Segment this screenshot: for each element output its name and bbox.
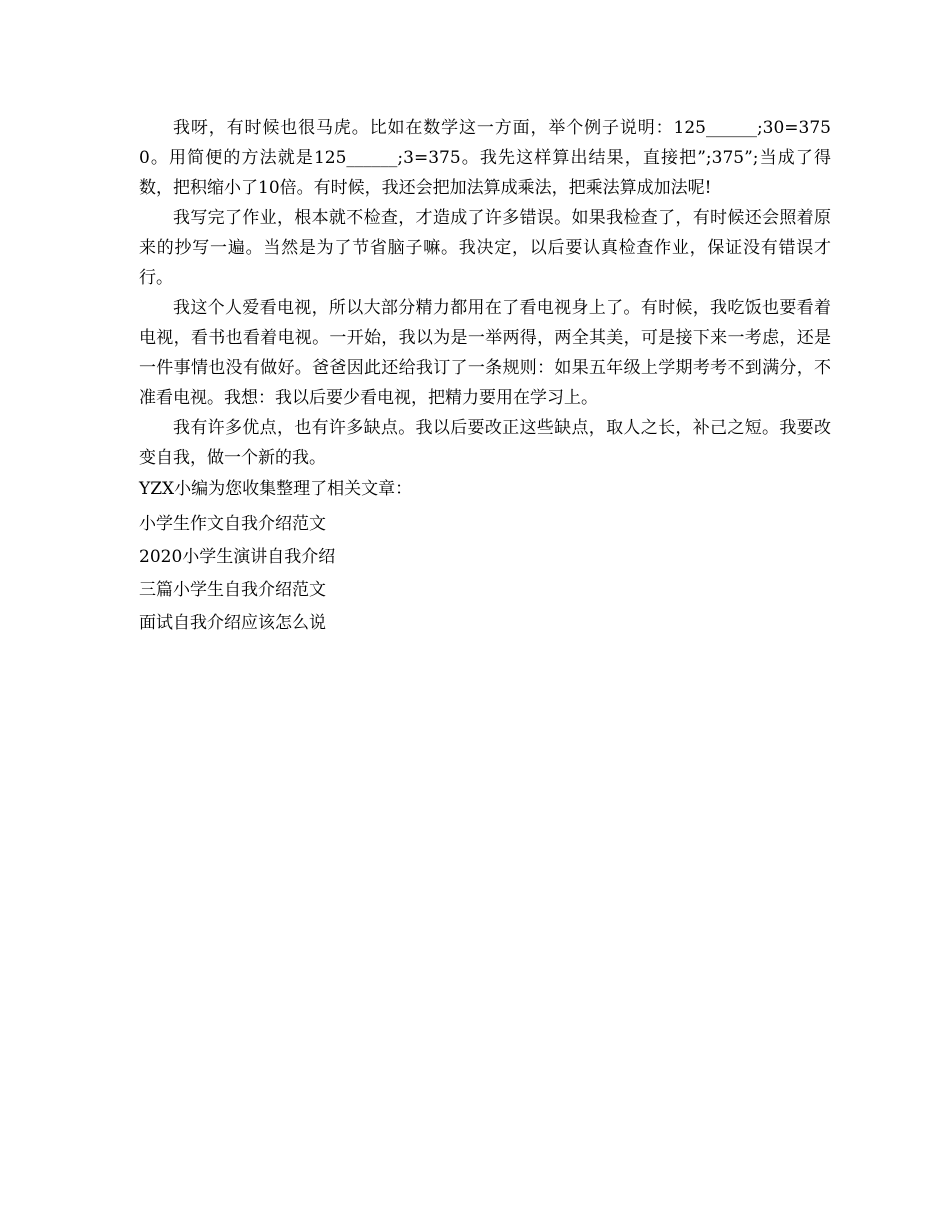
related-link-1[interactable]: 小学生作文自我介绍范文 [139, 514, 326, 534]
paragraph-carelessness: 我呀，有时候也很马虎。比如在数学这一方面，举个例子说明：125______;30=3750。用简便的方法就是125______;3=375。我先这样算出结果，直接把”;375”;当成了得数，把积缩小了10倍。有时候，我还会把加法算成乘法，把乘法算成加法呢! [139, 118, 831, 198]
related-articles [139, 473, 831, 640]
related-link-3[interactable]: 三篇小学生自我介绍范文 [139, 580, 326, 600]
related-articles-title: YZX小编为您收集整理了相关文章： [139, 479, 413, 499]
document-page [139, 113, 831, 640]
paragraph-television: 我这个人爱看电视，所以大部分精力都用在了看电视身上了。有时候，我吃饭也要看着电视，看书也看着电视。一开始，我以为是一举两得，两全其美，可是接下来一考虑，还是一件事情也没有做好。爸爸因此还给我订了一条规则：如果五年级上学期考考不到满分，不准看电视。我想：我以后要少看电视，把精力要用在学习上。 [139, 298, 831, 408]
paragraph-homework: 我写完了作业，根本就不检查，才造成了许多错误。如果我检查了，有时候还会照着原来的抄写一遍。当然是为了节省脑子嘛。我决定，以后要认真检查作业，保证没有错误才行。 [139, 208, 831, 288]
related-link-4[interactable]: 面试自我介绍应该怎么说 [139, 613, 326, 633]
related-articles-list [139, 508, 831, 640]
article-body [139, 113, 831, 473]
paragraph-conclusion: 我有许多优点，也有许多缺点。我以后要改正这些缺点，取人之长，补己之短。我要改变自我，做一个新的我。 [139, 418, 831, 468]
related-link-2[interactable]: 2020小学生演讲自我介绍 [139, 547, 336, 567]
